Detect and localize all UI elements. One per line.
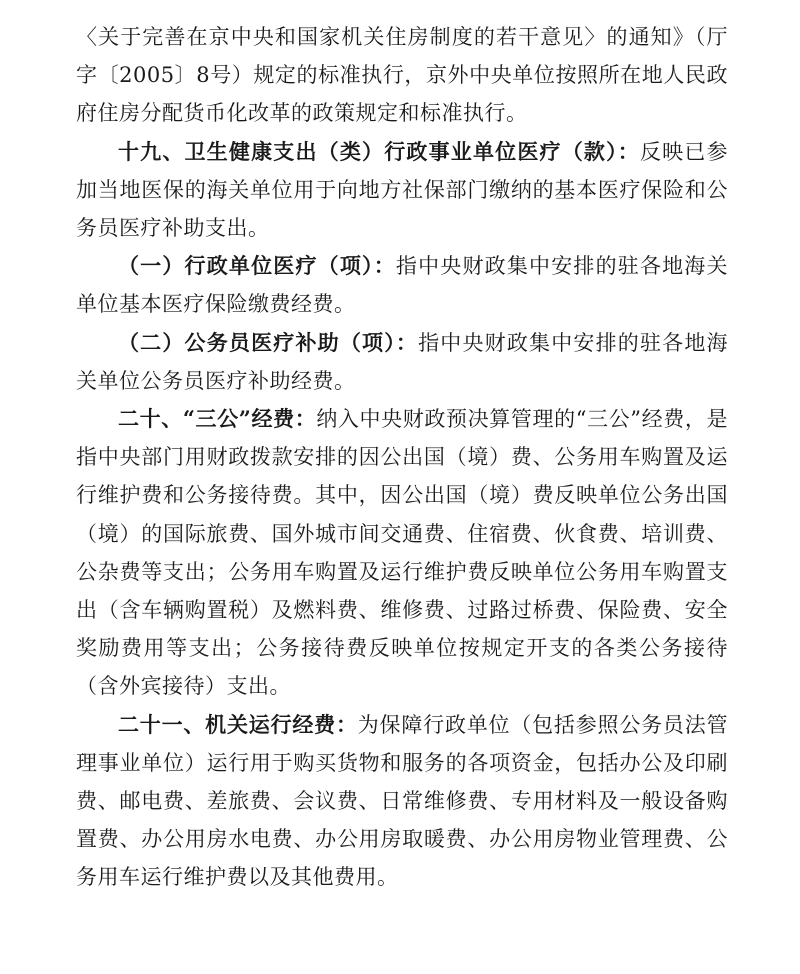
paragraph-admin-medical [76,247,728,323]
paragraph-body: 指中央财政集中安排的驻各地海关单位基本医疗保险缴费经费。 [76,254,728,317]
paragraph-housing-standard [76,18,728,133]
section-heading: 二十一、机关运行经费： [118,711,358,737]
document-page [76,18,728,897]
section-heading: 二十、“三公”经费： [118,406,317,432]
section-heading: 十九、卫生健康支出（类）行政事业单位医疗（款）： [118,138,640,164]
paragraph-body: 反映已参加当地医保的海关单位用于向地方社保部门缴纳的基本医疗保险和公务员医疗补助支出。 [76,139,729,241]
paragraph-three-public-expenses [76,400,728,706]
paragraph-body: 为保障行政单位（包括参照公务员法管理事业单位）运行用于购买货物和服务的各项资金，包括办公及印刷费、邮电费、差旅费、会议费、日常维修费、专用材料及一般设备购置费、办公用房水电费、办公用房取暖费、办公用房物业管理费、公务用车运行维护费以及其他费用。 [76,712,729,890]
subsection-heading: （一）行政单位医疗（项）： [118,253,396,279]
paragraph-body: 指中央财政集中安排的驻各地海关单位公务员医疗补助经费。 [76,330,728,393]
paragraph-civil-servant-medical [76,324,728,400]
paragraph-operating-expenses [76,706,728,897]
paragraph-health-expenditure [76,133,728,248]
paragraph-body: 纳入中央财政预决算管理的“三公”经费，是指中央部门用财政拨款安排的因公出国（境）费、公务用车购置及运行维护费和公务接待费。其中，因公出国（境）费反映单位公务出国（境）的国际旅费、国外城市间交通费、住宿费、伙食费、培训费、公杂费等支出；公务用车购置及运行维护费反映单位公务用车购置支出（含车辆购置税）及燃料费、维修费、过路过桥费、保险费、安全奖励费用等支出；公务接待费反映单位按规定开支的各类公务接待（含外宾接待）支出。 [76,407,728,699]
subsection-heading: （二）公务员医疗补助（项）： [118,329,419,355]
paragraph-body: 〈关于完善在京中央和国家机关住房制度的若干意见〉的通知》（厅字〔2005〕8号）规定的标准执行，京外中央单位按照所在地人民政府住房分配货币化改革的政策规定和标准执行。 [76,25,728,126]
